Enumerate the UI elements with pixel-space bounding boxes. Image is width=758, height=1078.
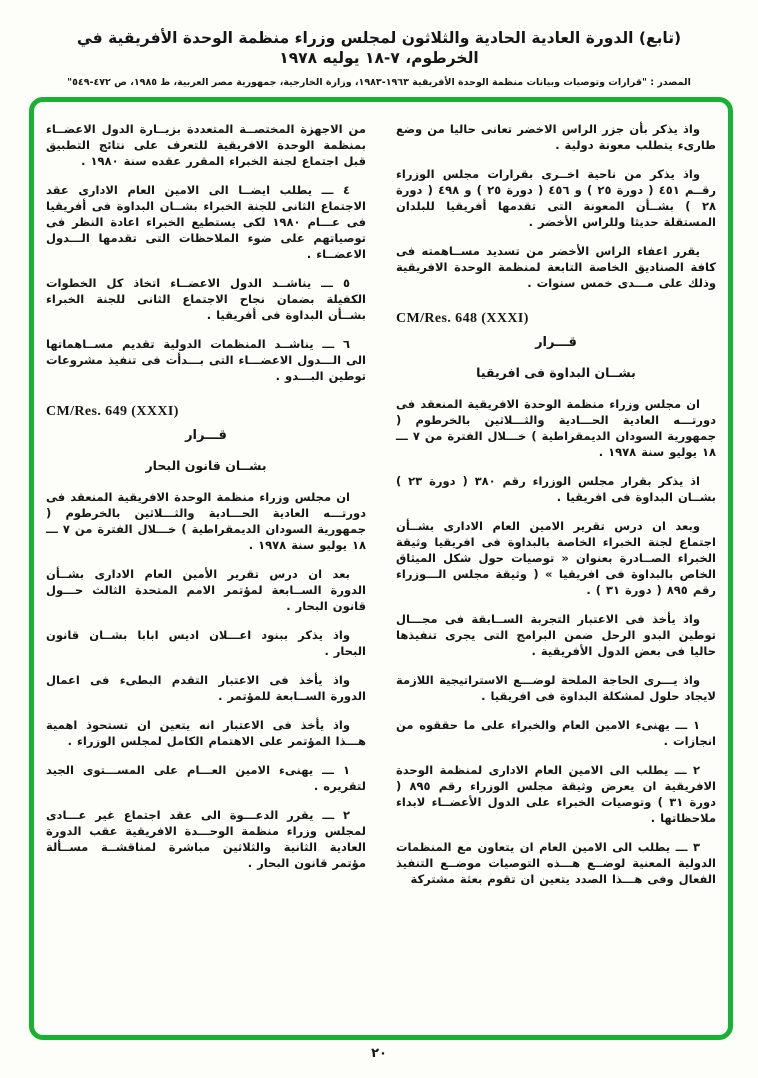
numbered-clause-1: ١ ـــ يهنىء الامين العام والخبراء على ما حققوه من انجازات .	[396, 718, 716, 748]
paragraph: واذ يذكر من ناحية اخــرى بقرارات مجلس الوزراء رقــم ٤٥١ ( دورة ٢٥ ) و ٤٥٦ ( دورة ٢٥ ) و ٤٩٨ ( دورة ٢٨ ) بشــأن المعونة التى تقدمها أفريقيا للبلدان المستقلة حديثا وللراس الأخضر .	[396, 167, 717, 229]
document-source-line: المصدر : "قرارات وتوصيات وبيانات منظمة الوحدة الأفريقية ١٩٦٣-١٩٨٣، وزارة الخارجية، جمهورية مصر العربية، ط ١٩٨٥، ص ٤٧٢-٥٤٩"	[67, 77, 691, 89]
numbered-clause-3: ٣ ـــ يطلب الى الامين العام ان يتعاون مع المنظمات الدولية المعنية لوضــع هـــذه التوصيات موضــع التنفيذ الفعال وفى هـــذا الصدد يتعين ان تقوم بعثة مشتركة	[396, 840, 716, 886]
resolution-ref-cm-res-649: CM/Res. 649 (XXXI)	[46, 404, 179, 419]
resolution-subject-heading: بشــان قانون البحار	[145, 458, 267, 473]
paragraph: وبعد ان درس تقرير الامين العام الادارى بشــأن اجتماع لجنة الخبراء الخاصة بالبداوة فى افريقيا وثيقة الخبراء الصــادرة بعنوان « توصيات حول شكل الميثاق الخاص بالبداوة فى افريقيا » ( وثيقة مجلس الـــوزراء رقم ٨٩٥ ( دورة ٣١ ) .	[396, 519, 716, 597]
paragraph: ان مجلس وزراء منظمة الوحدة الافريقية المنعقد فى دورتـــه العادية الحـــادية والثـــلاثين بالخرطوم ( جمهورية السودان الديمقراطية ) خـــلال الفترة من ٧ ـــ ١٨ يوليو سنة ١٩٧٨ .	[396, 397, 717, 459]
paragraph: واذ يأخذ فى الاعتبار انه يتعين ان تستحوذ اهمية هـــذا المؤتمر على الاهتمام الكامل لمجلس الوزراء .	[46, 718, 366, 748]
resolution-subject-heading: بشــان البداوة فى افريقيا	[476, 365, 636, 380]
column-left	[46, 121, 366, 900]
paragraph: ان مجلس وزراء منظمة الوحدة الافريقية المنعقد فى دورتـــه العادية الحـــادية والثـــلاثين بالخرطوم ( جمهورية السودان الديمقراطية ) خـــلال الفترة من ٧ ـــ ١٨ يوليو سنة ١٩٧٨ .	[46, 490, 367, 552]
numbered-clause-5: ٥ ـــ يناشــد الدول الاعضــاء اتخاذ كل الخطوات الكفيلة بضمان نجاح الاجتماع الثانى للجنة الخبراء بشــأن البداوة فى أفريقيا .	[46, 276, 366, 322]
paragraph: واذ يذكر بأن جزر الراس الاخضر تعانى حاليا من وضع طارىء يتطلب معونة دولية .	[396, 122, 716, 152]
numbered-clause-2: ٢ ـــ يطلب الى الامين العام الادارى لمنظمة الوحدة الافريقية ان يعرض وثيقة مجلس الوزراء رقم ٨٩٥ ( دورة ٣١ ) وتوصيات الخبراء على الدول الأعضــاء لابداء ملاحظاتها .	[396, 763, 717, 825]
document-body	[46, 121, 716, 900]
document-title: (تابع) الدورة العادية الحادية والثلاثون لمجلس وزراء منظمة الوحدة الأفريقية في الخرطوم، ٧-١٨ يوليه ١٩٧٨	[76, 29, 682, 68]
numbered-clause-4: ٤ ـــ يطلب ايضــا الى الامين العام الادارى عقد الاجتماع الثانى للجنة الخبراء بشــان البداوة فى أفريقيا فى عـــام ١٩٨٠ لكى يستطيع الخبراء اعادة النظر فى توصياتهم على ضوء الملاحظات التى تقدمها الـــدول الاعضــاء .	[46, 183, 366, 261]
resolution-heading: قـــرار	[185, 428, 227, 443]
column-right	[396, 121, 716, 900]
paragraph: بعد ان درس تقرير الأمين العام الادارى بشــأن الدورة الســابعة لمؤتمر الامم المتحدة الثالث حـــول قانون البحار .	[46, 567, 366, 613]
resolution-ref-cm-res-648: CM/Res. 648 (XXXI)	[396, 311, 529, 326]
paragraph: واذ يأخذ فى الاعتبار التجربة الســابقة فى مجـــال توطين البدو الرحل ضمن البرامج التى يجرى تنفيذها حاليا فى بعض الدول الأفريقية .	[396, 612, 716, 658]
page-header	[0, 28, 758, 88]
paragraph: واذ يذكر ببنود اعـــلان اديس ابابا بشــان قانون البحار .	[46, 628, 366, 658]
numbered-clause-2: ٢ ـــ يقرر الدعـــوة الى عقد اجتماع غير عـــادى لمجلس وزراء منظمة الوحـــدة الافريقية عقب الدورة العادية الثانية والثلاثين مباشرة لمناقشــة مســألة مؤتمر قانون البحار .	[46, 808, 366, 870]
paragraph: واذ يـــرى الحاجة الملحة لوضـــع الاستراتيجية اللازمة لايجاد حلول لمشكلة البداوة فى افريقيا .	[396, 673, 716, 703]
resolution-heading: قـــرار	[535, 335, 577, 350]
paragraph: يقرر اعفاء الراس الأخضر من تسديد مســاهمته فى كافة الصناديق الخاصة التابعة لمنظمة الوحدة الافريقية وذلك على مـــدى خمس سنوات .	[396, 244, 716, 290]
paragraph: واذ يأخذ فى الاعتبار التقدم البطىء فى اعمال الدورة الســابعة للمؤتمر .	[46, 673, 366, 703]
numbered-clause-1: ١ ـــ يهنىء الامين العـــام على المســـتوى الجيد لتقريره .	[46, 763, 366, 793]
paragraph: اذ يذكر بقرار مجلس الوزراء رقم ٣٨٠ ( دورة ٢٣ ) بشــان البداوة فى افريقيا .	[396, 474, 716, 504]
page-number: ٢٠	[371, 1046, 387, 1061]
paragraph-continuation: من الاجهزة المختصــة المتعددة بزيــارة الدول الاعضــاء بمنظمة الوحدة الافريقية للتعرف على نتائج التطبيق قبل اجتماع لجنة الخبراء المقرر عقده سنة ١٩٨٠ .	[46, 122, 366, 168]
numbered-clause-6: ٦ ـــ يناشــد المنظمات الدولية تقديم مســاهماتها الى الـــدول الاعضـــاء التى بـــدأت فى تنفيذ مشروعات توطين البـــدو .	[46, 337, 366, 383]
